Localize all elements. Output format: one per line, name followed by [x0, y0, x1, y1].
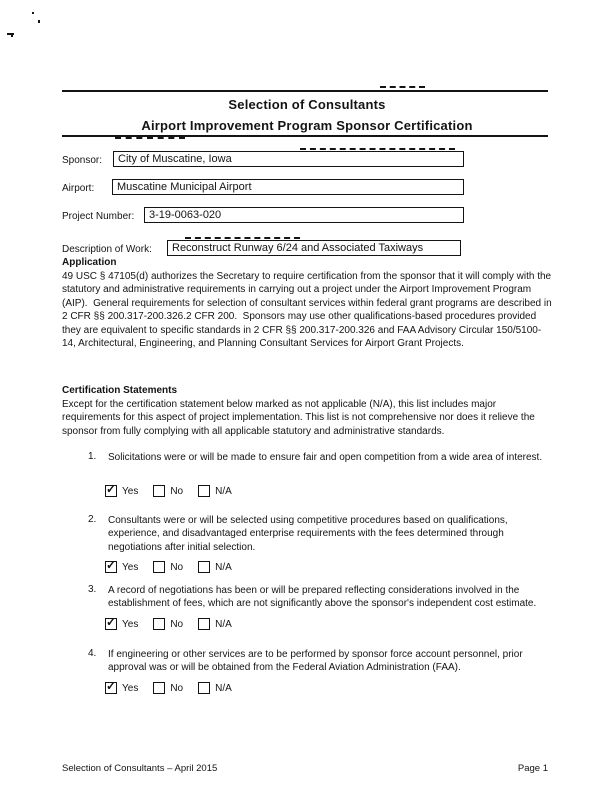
yes-option [105, 482, 139, 497]
checkmark-icon: ✓ [106, 482, 117, 496]
no-label: No [170, 561, 184, 573]
certification-statements-body: Except for the certification statement below marked as not applicable (N/A), this list includes major requirements for this aspect of project implementation. This list is not comprehensive nor does it relieve the sponsor from fully complying with all applicable statutory and administrative standards. [62, 399, 538, 437]
yes-label: Yes [122, 682, 139, 694]
statement-3-answer-row [105, 615, 232, 630]
project-number-label: Project Number: [62, 211, 135, 222]
no-label: No [170, 682, 184, 694]
no-option [153, 618, 183, 630]
statement-1-number: 1. [88, 451, 97, 462]
na-option [198, 618, 232, 630]
statement-3-number: 3. [88, 584, 97, 595]
statement-1-text: Solicitations were or will be made to ensure fair and open competition from a wide area of interest. [108, 452, 543, 463]
na-label: N/A [215, 485, 232, 497]
no-option [153, 682, 183, 694]
yes-option [105, 679, 139, 694]
scan-smudge [300, 148, 455, 150]
na-checkbox [198, 682, 210, 694]
yes-checkbox-checked [105, 679, 117, 694]
scan-smudge [115, 137, 185, 139]
no-checkbox [153, 618, 165, 630]
yes-label: Yes [122, 618, 139, 630]
na-label: N/A [215, 618, 232, 630]
yes-checkbox-checked [105, 558, 117, 573]
yes-checkbox-checked [105, 482, 117, 497]
yes-label: Yes [122, 485, 139, 497]
title-top-rule [62, 90, 548, 92]
description-of-work-label: Description of Work: [62, 244, 152, 255]
statement-4-number: 4. [88, 648, 97, 659]
scan-speck [38, 20, 40, 23]
document-title-line2: Airport Improvement Program Sponsor Certification [141, 118, 473, 133]
application-heading: Application [62, 257, 117, 268]
statement-1-answer-row [105, 482, 232, 497]
scan-smudge [185, 237, 300, 239]
no-checkbox [153, 682, 165, 694]
sponsor-field: City of Muscatine, Iowa [113, 151, 464, 167]
no-label: No [170, 485, 184, 497]
statement-3-text: A record of negotiations has been or will be prepared reflecting considerations involved in the establishment of fees, which are not significantly above the sponsor's independent cost estimate. [108, 585, 537, 610]
scan-speck [32, 12, 34, 14]
statement-4-answer-row [105, 679, 232, 694]
yes-label: Yes [122, 561, 139, 573]
certification-statements-heading: Certification Statements [62, 385, 178, 396]
na-checkbox [198, 618, 210, 630]
na-option [198, 561, 232, 573]
project-number-field: 3-19-0063-020 [144, 207, 464, 223]
statement-2-answer-row [105, 558, 232, 573]
scan-speck [11, 35, 13, 37]
na-checkbox [198, 561, 210, 573]
airport-label: Airport: [62, 183, 95, 194]
no-label: No [170, 618, 184, 630]
na-option [198, 485, 232, 497]
na-checkbox [198, 485, 210, 497]
sponsor-label: Sponsor: [62, 155, 103, 166]
na-option [198, 682, 232, 694]
footer-page-number: Page 1 [517, 763, 548, 774]
no-option [153, 485, 183, 497]
checkmark-icon: ✓ [106, 679, 117, 693]
airport-field: Muscatine Municipal Airport [112, 179, 464, 195]
yes-option [105, 615, 139, 630]
statement-2-number: 2. [88, 514, 97, 525]
no-checkbox [153, 561, 165, 573]
checkmark-icon: ✓ [106, 558, 117, 572]
yes-option [105, 558, 139, 573]
yes-checkbox-checked [105, 615, 117, 630]
application-body: 49 USC § 47105(d) authorizes the Secretary to require certification from the sponsor that it will comply with the statutory and administrative requirements in carrying out a project under the Airport Improvement Program (AIP). General requirements for selection of consultant services within federal grant programs are described in 2 CFR §§ 200.317-200.326.2 CFR 200. Sponsors may use other qualifications-based procedures provided they are equivalent to specific standards in 2 CFR §§ 200.317-200.326 and FAA Advisory Circular 150/5100-14, Architectural, Engineering, and Planning Consultant Services for Airport Grant Projects. [62, 271, 555, 350]
no-checkbox [153, 485, 165, 497]
na-label: N/A [215, 682, 232, 694]
footer-document-name: Selection of Consultants – April 2015 [62, 763, 218, 774]
description-of-work-field: Reconstruct Runway 6/24 and Associated Taxiways [167, 240, 461, 256]
statement-2-text: Consultants were or will be selected using competitive procedures based on qualifications, experience, and disadvantaged enterprise requirements with the fees determined through negotiations after initial selection. [108, 515, 508, 553]
no-option [153, 561, 183, 573]
document-title-line1: Selection of Consultants [228, 97, 386, 112]
na-label: N/A [215, 561, 232, 573]
statement-4-text: If engineering or other services are to be performed by sponsor force account personnel, prior approval was or will be obtained from the Federal Aviation Administration (FAA). [108, 649, 523, 674]
checkmark-icon: ✓ [106, 615, 117, 629]
scan-smudge [380, 86, 425, 88]
